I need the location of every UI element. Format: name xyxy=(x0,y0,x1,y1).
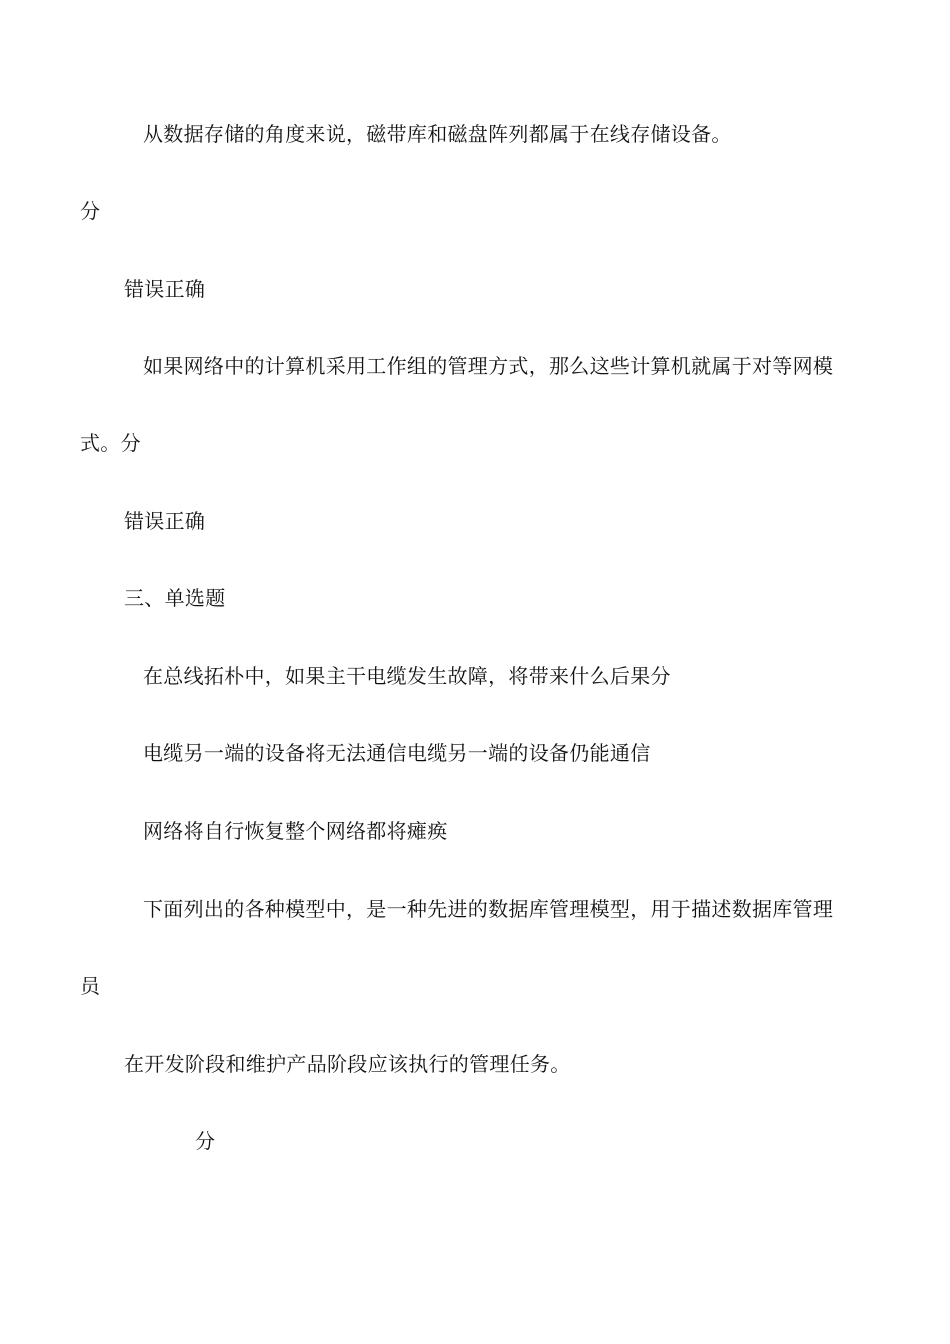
question-bus-topology: 在总线拓朴中，如果主干电缆发生故障，将带来什么后果分 xyxy=(143,664,671,688)
question-options-1: 电缆另一端的设备将无法通信电缆另一端的设备仍能通信 xyxy=(143,741,651,765)
question-db-model-cont-2: 在开发阶段和维护产品阶段应该执行的管理任务。 xyxy=(124,1052,571,1076)
answer-options-1: 错误正确 xyxy=(124,277,206,301)
question-options-2: 网络将自行恢复整个网络都将瘫痪 xyxy=(143,819,448,843)
answer-options-2: 错误正确 xyxy=(124,509,206,533)
statement-workgroup: 如果网络中的计算机采用工作组的管理方式，那么这些计算机就属于对等网模 xyxy=(143,354,834,378)
section-heading: 三、单选题 xyxy=(124,586,226,610)
question-db-model-cont: 员 xyxy=(80,974,101,998)
statement-workgroup-cont: 式。分 xyxy=(80,431,141,455)
score-label-2: 分 xyxy=(195,1129,216,1153)
question-db-model: 下面列出的各种模型中，是一种先进的数据库管理模型，用于描述数据库管理 xyxy=(143,897,834,921)
score-label: 分 xyxy=(80,199,101,223)
statement-storage: 从数据存储的角度来说，磁带库和磁盘阵列都属于在线存储设备。 xyxy=(143,122,732,146)
